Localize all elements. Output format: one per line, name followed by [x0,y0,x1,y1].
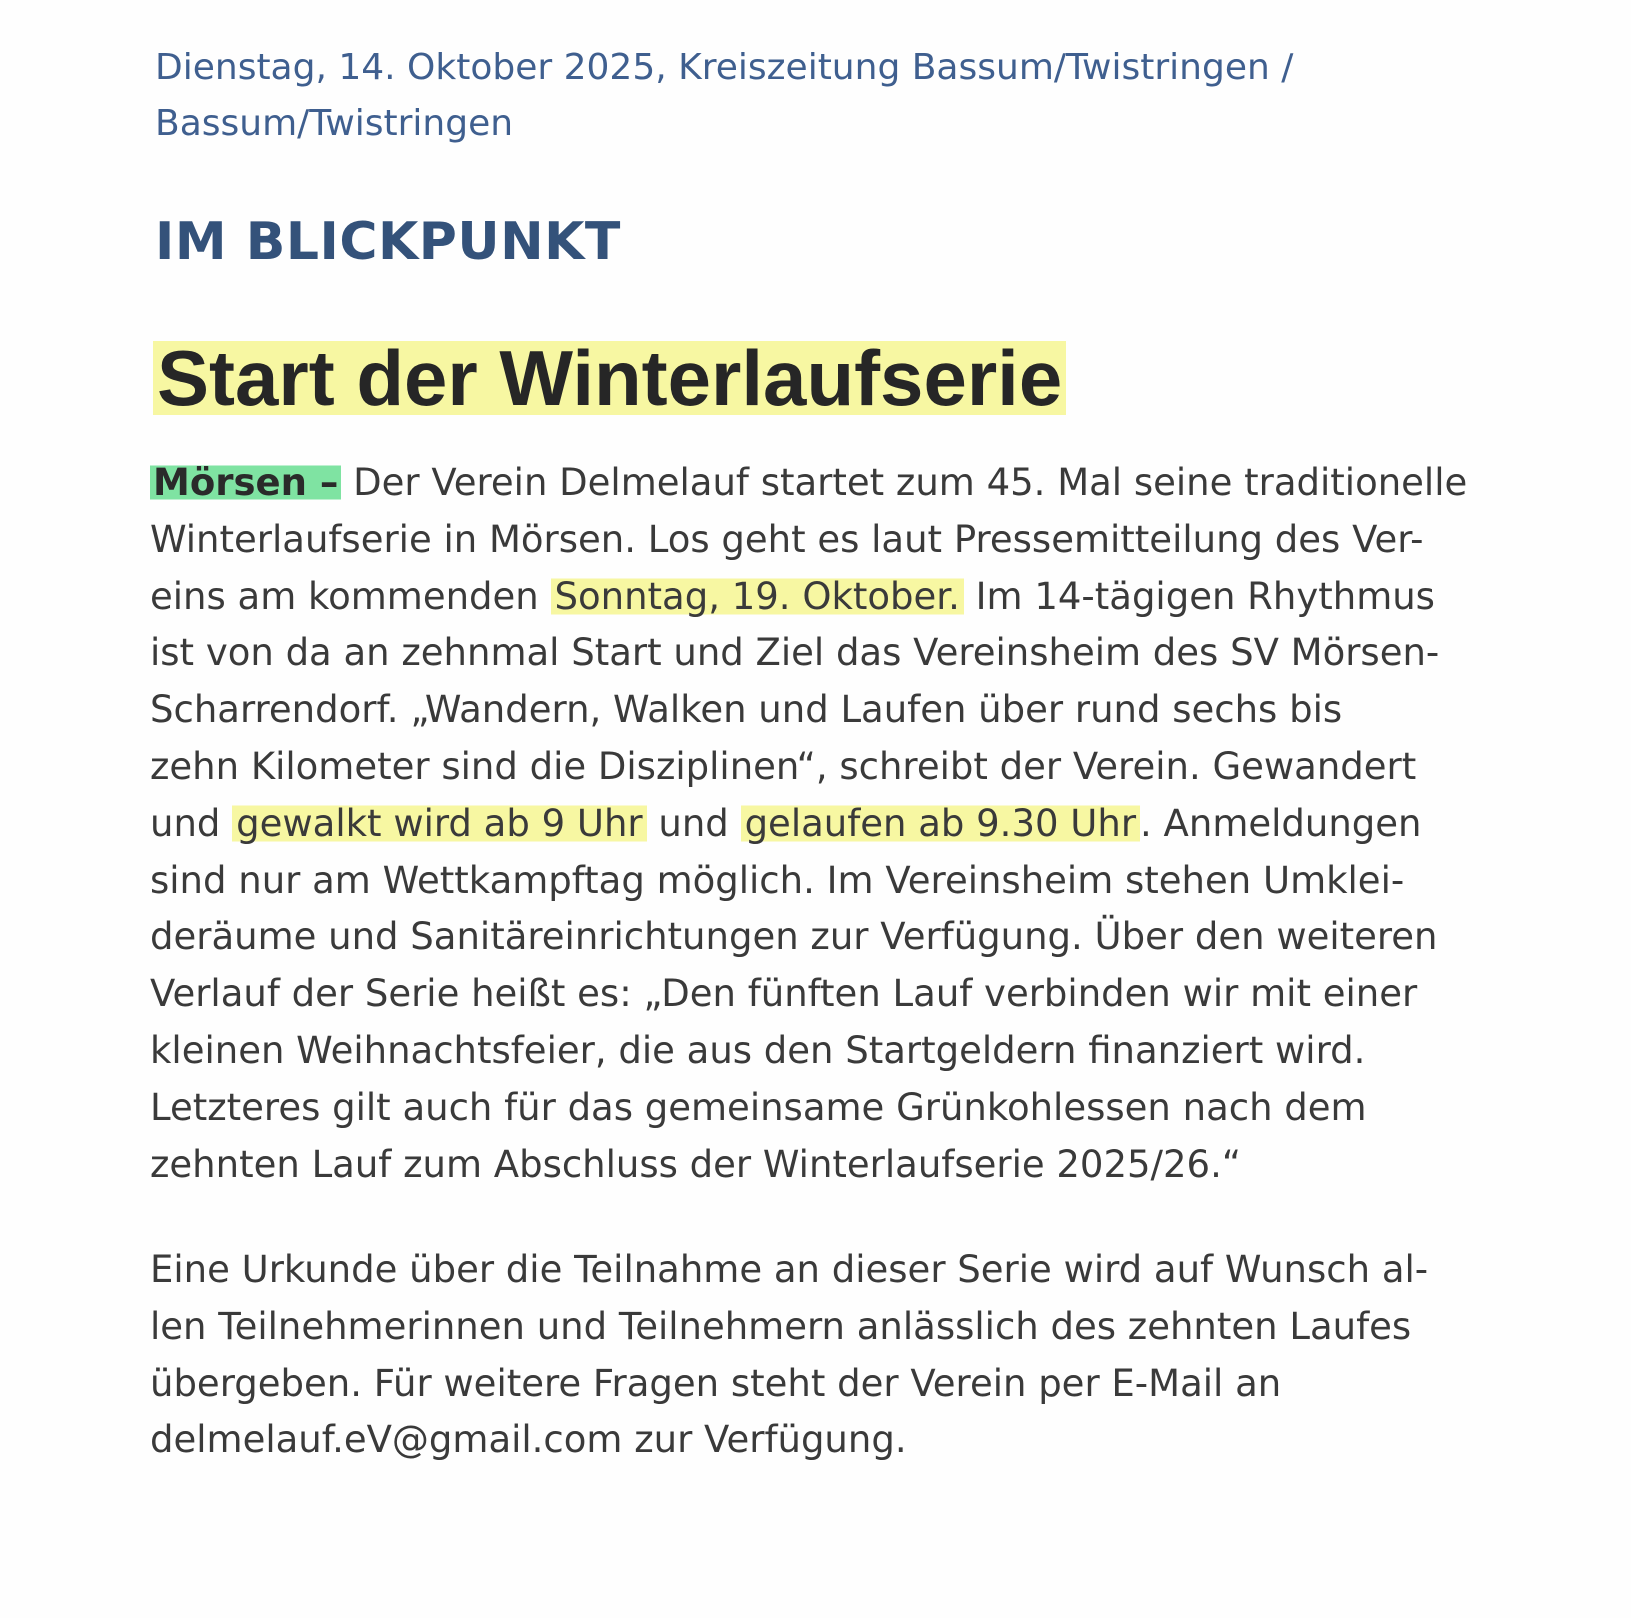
article-headline [153,333,1066,423]
paragraph-line [150,569,1520,626]
paragraph-line: zehnten Lauf zum Abschluss der Winterlaufserie 2025/26.“ [150,1142,1242,1186]
paragraph-line: Winterlaufserie in Mörsen. Los geht es laut Pressemitteilung des Ver- [150,517,1424,561]
highlight-walk-time: gewalkt wird ab 9 Uhr [232,802,646,845]
paragraph-line: Verlauf der Serie heißt es: „Den fünften Lauf verbinden wir mit einer [150,972,1418,1016]
paragraph-line: Letzteres gilt auch für das gemeinsame Grünkohlessen nach dem [150,1085,1367,1129]
headline-text: Start der Winterlaufserie [153,334,1066,422]
highlight-run-time: gelaufen ab 9.30 Uhr [741,802,1140,845]
paragraph-line [150,455,1520,512]
highlight-date: Sonntag, 19. Oktober. [551,575,964,618]
paragraph-line: len Teilnehmerinnen und Teilnehmern anlässlich des zehnten Laufes [150,1304,1412,1348]
line-text: und [646,801,741,845]
paragraph-line: Scharrendorf. „Wandern, Walken und Laufen über rund sechs bis [150,688,1343,732]
article-paragraph-2 [150,1242,1520,1469]
paragraph-line: ist von da an zehnmal Start und Ziel das Vereinsheim des SV Mörsen- [150,631,1440,675]
line-text: eins am kommenden [150,574,551,618]
line-text: . Anmeldungen [1140,801,1422,845]
paragraph-line: delmelauf.eV@gmail.com zur Verfügung. [150,1418,907,1462]
publication-dateline [155,40,1455,152]
dateline-line-2: Bassum/Twistringen [155,103,514,144]
line-text: Im 14-tägigen Rhythmus [963,574,1435,618]
section-rubric: IM BLICKPUNKT [155,212,621,272]
dateline-line-1: Dienstag, 14. Oktober 2025, Kreiszeitung Bassum/Twistringen / [155,47,1294,88]
line-text: und [150,801,233,845]
paragraph-line [150,796,1520,853]
paragraph-line: deräume und Sanitäreinrichtungen zur Verfügung. Über den weiteren [150,915,1438,959]
paragraph-line: sind nur am Wettkampftag möglich. Im Vereinsheim stehen Umklei- [150,858,1405,902]
line-text: Der Verein Delmelauf startet zum 45. Mal seine traditionelle [341,461,1468,504]
paragraph-line: Eine Urkunde über die Teilnahme an dieser Serie wird auf Wunsch al- [150,1248,1429,1291]
place-dateline: Mörsen – [150,461,341,504]
paragraph-line: kleinen Weihnachtsfeier, die aus den Startgeldern finanziert wird. [150,1028,1366,1072]
article-paragraph-1 [150,455,1520,1193]
paragraph-line: zehn Kilometer sind die Disziplinen“, schreibt der Verein. Gewandert [150,744,1417,788]
paragraph-line: übergeben. Für weitere Fragen steht der Verein per E-Mail an [150,1361,1282,1405]
